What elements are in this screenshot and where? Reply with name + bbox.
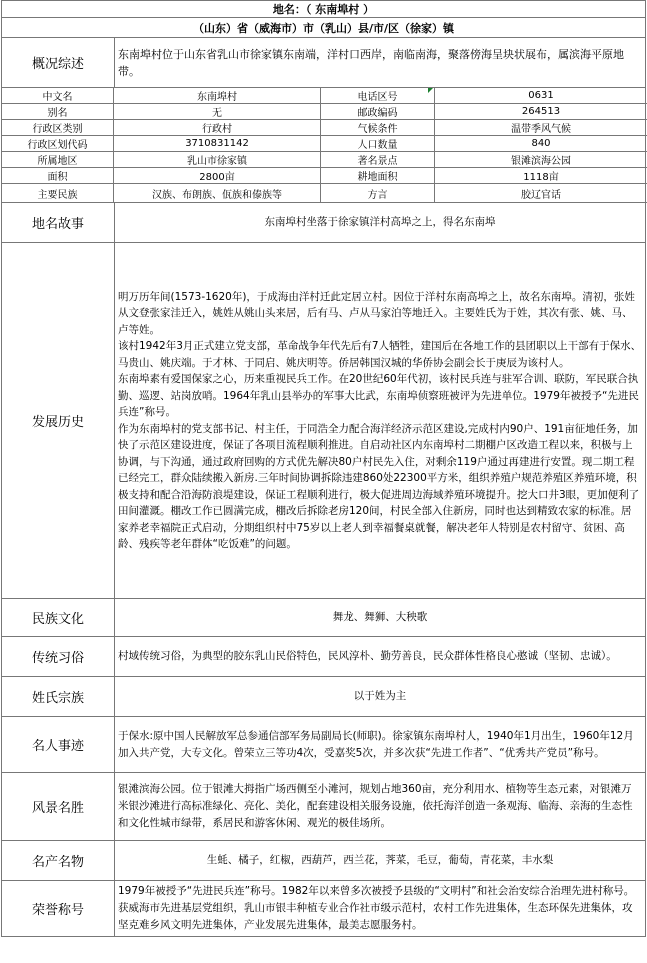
info-value: 温带季风气候: [435, 120, 647, 136]
info-value: 银滩滨海公园: [435, 152, 647, 168]
clan-text: 以于姓为主: [353, 690, 407, 702]
scenery-label: 风景名胜: [2, 773, 115, 840]
products-text: 生蚝、橘子，红椒，西葫芦，西兰花，荠菜，毛豆，葡萄，青花菜，丰水梨: [206, 854, 554, 866]
info-key: 面积: [2, 168, 114, 184]
info-value: 乳山市徐家镇: [114, 152, 321, 168]
info-value: 汉族、布朗族、佤族和傣族等: [114, 184, 321, 203]
info-value: 行政村: [114, 120, 321, 136]
info-key: 人口数量: [321, 136, 435, 152]
honors-section: [1, 881, 646, 937]
info-value: 1118亩: [435, 168, 647, 184]
info-value: 264513: [435, 104, 647, 120]
info-key: 所属地区: [2, 152, 114, 168]
people-section: [1, 717, 646, 773]
info-key: 电话区号: [321, 88, 435, 104]
custom-text: 村域传统习俗，为典型的胶东乳山民俗特色，民风淳朴、勤劳善良，民众群体性格良心憨诚（坚韧、忠诚）。: [118, 650, 617, 662]
products-label: 名产名物: [2, 841, 115, 880]
page-title: 地名：（ 东南埠村 ）: [1, 0, 646, 18]
info-value: 东南埠村: [114, 88, 321, 104]
info-key: 著名景点: [321, 152, 435, 168]
info-key: 行政区类别: [2, 120, 114, 136]
history-section: [1, 243, 646, 599]
info-key: 邮政编码: [321, 104, 435, 120]
info-value: 胶辽官话: [435, 184, 647, 203]
folk-text: 舞龙、舞狮、大秧歌: [332, 611, 428, 623]
custom-section: [1, 637, 646, 677]
custom-label: 传统习俗: [2, 637, 115, 676]
people-text: 于保水:原中国人民解放军总参通信部军务局副局长(师职)。徐家镇东南埠村人，1940年1月出生，1960年12月加入共产党，大专文化。曾荣立三等功4次，受嘉奖5次，并多次获“先进工作者”、“优秀共产党员”称号。: [118, 729, 634, 759]
info-key: 行政区划代码: [2, 136, 114, 152]
info-value: 840: [435, 136, 647, 152]
info-value: 3710831142: [114, 136, 321, 152]
overview-label: 概况综述: [2, 38, 115, 87]
honors-text: 1979年被授予“先进民兵连”称号。1982年以来曾多次被授予县级的“文明村”和社会治安综合治理先进村称号。获威海市先进基层党组织，乳山市银丰种植专业合作社市级示范村，农村工作先进集体，生态环保先进集体，攻坚克难乡风文明先进集体，产业发展先进集体，最美志愿服务村。: [118, 885, 635, 931]
clan-label: 姓氏宗族: [2, 677, 115, 716]
story-section: [1, 203, 646, 243]
scenery-text: 银滩滨海公园。位于银滩大拇指广场西侧至小滩河，规划占地360亩，充分利用水、植物等生态元素，对银滩万米银沙滩进行高标准绿化、亮化、美化，配套建设相关服务设施，依托海洋创造一条观海、临海、亲海的生态性和文化性城市绿带，系居民和游客休闲、观光的极佳场所。: [118, 783, 633, 829]
history-text: 明万历年间(1573-1620年)，于成海由洋村迁此定居立村。因位于洋村东南高埠之上，故名东南埠。清初，张姓从文登张家洼迁入，姚姓从姚山头来居，后有马、卢从马家泊等地迁入。主要姓氏为于姓，其次有张、姚、马、卢等姓。 该村1942年3月正式建立党支部，革命战争年代先后有7人牺牲，建国后在各地工作的县团职以上干部有于保水、马贵山、姚庆端。于才林、于同启、姚庆明等。侨居韩国汉城的华侨协会副会长于庚辰为该村人。 东南埠素有爱国保家之心，历来重视民兵工作。在20世纪60年代初，该村民兵连与驻军合训、联防，军民联合执勤、巡逻、站岗放哨。1964年乳山县举办的军事大比武，东南埠侦察班被评为先进单位。1979年被授予“先进民兵连”称号。 作为东南埠村的党支部书记、村主任，于同浩全力配合海洋经济示范区建设,完成村内90户、191亩征地任务，加快了示范区建设进度，保证了各项目流程顺利推进。自启动社区内东南埠村二期棚户区改造工程以来，积极与上协调，与下沟通，通过政府回购的方式优先解决80户村民先入住，对剩余119户通过再建进行安置。现二期工程已经完工，群众陆续搬入新房.三年时间协调拆除违建860处22300平方米，组织养殖户规范养殖区养殖环境，积极支持和配合沿海防浪堤建设，保证工程顺利进行，极大促进周边海域养殖环境提升。挖大口井3眼，更加便利了田间灌溉。棚改工作已圆满完成，棚改后拆除老房120间，村民全部入住新房，同时也达到精致农家的标准。居家养老幸福院正式启动，分期组织村中75岁以上老人到幸福餐桌就餐，解决老年人特别是农村留守、贫困、高龄、残疾等老年群体“吃饭难”的问题。: [118, 290, 642, 550]
people-label: 名人事迹: [2, 717, 115, 772]
info-key: 耕地面积: [321, 168, 435, 184]
history-label: 发展历史: [2, 243, 115, 598]
honors-label: 荣誉称号: [2, 881, 115, 936]
story-label: 地名故事: [2, 203, 115, 242]
scenery-section: [1, 773, 646, 841]
comment-marker-icon: [428, 88, 433, 93]
info-key: 中文名: [2, 88, 114, 104]
story-text: 东南埠村坐落于徐家镇洋村高埠之上，得名东南埠: [264, 216, 496, 228]
folk-label: 民族文化: [2, 599, 115, 636]
village-info-sheet: [1, 0, 646, 937]
info-key: 别名: [2, 104, 114, 120]
info-key: 方言: [321, 184, 435, 203]
folk-section: [1, 599, 646, 637]
products-section: [1, 841, 646, 881]
region-subtitle: （山东）省（威海市）市（乳山）县/市/区（徐家）镇: [1, 18, 646, 38]
info-value: 0631: [435, 88, 647, 104]
info-table: [1, 88, 646, 203]
overview-section: [1, 38, 646, 88]
info-key: 主要民族: [2, 184, 114, 203]
info-value: 无: [114, 104, 321, 120]
overview-text: 东南埠村位于山东省乳山市徐家镇东南端，洋村口西岸，南临南海，聚落傍海呈块状展布，属滨海平原地带。: [118, 47, 624, 78]
info-value: 2800亩: [114, 168, 321, 184]
info-key: 气候条件: [321, 120, 435, 136]
clan-section: [1, 677, 646, 717]
